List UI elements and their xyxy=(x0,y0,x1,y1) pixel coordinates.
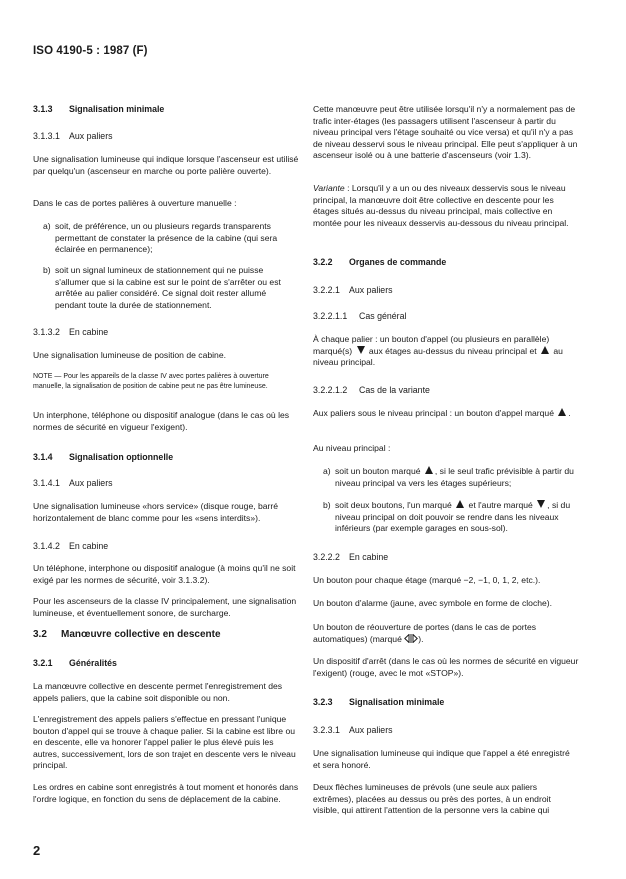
heading-3-2-2-1-2: 3.2.2.1.2 Cas de la variante xyxy=(313,385,430,395)
up-triangle-icon xyxy=(425,466,433,474)
paragraph: Une signalisation lumineuse qui indique lorsque l'ascenseur est utilisé par quelqu'un (ascenseur en marche ou porte palière ouverte). xyxy=(33,154,299,176)
heading-3-2-2-2: 3.2.2.2 En cabine xyxy=(313,552,389,562)
heading-3-1-3: 3.1.3 Signalisation minimale xyxy=(33,104,165,114)
heading-3-2-2-1: 3.2.2.1 Aux paliers xyxy=(313,285,393,295)
paragraph: Un téléphone, interphone ou dispositif analogue (à moins qu'il ne soit exigé par les normes de sécurité, voir 3.1.3.2). xyxy=(33,563,296,585)
heading-3-1-4-2: 3.1.4.2 En cabine xyxy=(33,541,109,551)
paragraph-variante: Variante : Lorsqu'il y a un ou des niveaux desservis sous le niveau principal, la manœuvre doit être collective en descente pour les étages situés au-dessus du niveau principal, mais collective en montée pour les niveaux desservis au-dessous du niveau principal. xyxy=(313,183,569,228)
door-reopen-icon xyxy=(404,634,418,643)
heading-3-2-3: 3.2.3 Signalisation minimale xyxy=(313,697,445,707)
heading-3-2: 3.2 Manœuvre collective en descente xyxy=(33,629,221,640)
list-item: b) soit un signal lumineux de stationnement qui ne puisse s'allumer que si la cabine est sur le point de s'arrêter ou est arrêtée au palier considéré. Ce signal doit rester allumé pendant toute la durée de stationnement. xyxy=(43,265,281,310)
up-triangle-icon xyxy=(456,500,464,508)
paragraph: Cette manœuvre peut être utilisée lorsqu'il n'y a normalement pas de trafic inter-étages (les passagers utilisent l'ascenseur à partir du niveau principal vers l'étage souhaité ou vice versa) et qu'il n'y a pas de niveau desservi sous le niveau principal. Elle peut s'appliquer à un ascenseur isolé ou à une batterie d'ascenseurs (voir 1.3). xyxy=(313,104,578,161)
paragraph: Une signalisation lumineuse «hors service» (disque rouge, barré horizontalement de blanc comme pour les «sens interdits»). xyxy=(33,501,279,523)
heading-3-1-3-2: 3.1.3.2 En cabine xyxy=(33,327,109,337)
paragraph: Un bouton d'alarme (jaune, avec symbole en forme de cloche). xyxy=(313,598,553,608)
heading-3-2-2: 3.2.2 Organes de commande xyxy=(313,257,447,267)
paragraph: Une signalisation lumineuse qui indique que l'appel a été enregistré et sera honoré. xyxy=(313,748,570,770)
list-item: b) soit deux boutons, l'un marqué et l'autre marqué , si du niveau principal on doit pouvoir se rendre dans les niveaux inférieurs (par exemple garages en sous-sol). xyxy=(323,500,571,534)
note: NOTE — Pour les appareils de la classe IV avec portes palières à ouverture manuelle, la signalisation de position de cabine peut ne pas être lumineuse. xyxy=(33,373,269,390)
paragraph: Un bouton pour chaque étage (marqué −2, −1, 0, 1, 2, etc.). xyxy=(313,575,541,585)
page-number: 2 xyxy=(33,843,41,858)
heading-3-1-4-1: 3.1.4.1 Aux paliers xyxy=(33,478,113,488)
heading-3-1-4: 3.1.4 Signalisation optionnelle xyxy=(33,452,174,462)
paragraph: L'enregistrement des appels paliers s'effectue en pressant l'unique bouton d'appel qui se trouve à chaque palier. Si la cabine est libre ou en descente, elle va honorer l'appel palier le plus élevé puis les autres, successivement, lors de son trajet en descente vers le niveau principal. xyxy=(33,714,296,771)
down-triangle-icon xyxy=(357,346,365,354)
paragraph: Deux flèches lumineuses de prévols (une seule aux paliers extrêmes), placées au dessus ou près des portes, à un endroit visible, qui attirent l'attention de la personne vers la cabine qui xyxy=(313,782,551,816)
up-triangle-icon xyxy=(558,408,566,416)
list-item: a) soit un bouton marqué , si le seul trafic prévisible à partir du niveau principal va vers les étages supérieurs; xyxy=(323,466,574,488)
up-triangle-icon xyxy=(541,346,549,354)
paragraph: À chaque palier : un bouton d'appel (ou plusieurs en parallèle) marqué(s) aux étages au-dessus du niveau principal et au niveau principal. xyxy=(313,334,563,368)
paragraph: La manœuvre collective en descente permet l'enregistrement des appels paliers, que la cabine soit disponible ou non. xyxy=(33,681,283,703)
list-item: a) soit, de préférence, un ou plusieurs regards transparents permettant de constater la présence de la cabine (qui sera éclairée en permanence); xyxy=(43,221,278,255)
paragraph: Au niveau principal : xyxy=(313,443,391,453)
heading-3-1-3-1: 3.1.3.1 Aux paliers xyxy=(33,131,113,141)
paragraph: Pour les ascenseurs de la classe IV principalement, une signalisation lumineuse, et éventuellement sonore, de surcharge. xyxy=(33,596,297,618)
heading-3-2-3-1: 3.2.3.1 Aux paliers xyxy=(313,725,393,735)
paragraph: Un bouton de réouverture de portes (dans le cas de portes automatiques) (marqué ). xyxy=(313,622,537,644)
paragraph: Aux paliers sous le niveau principal : un bouton d'appel marqué . xyxy=(313,408,571,418)
document-header: ISO 4190-5 : 1987 (F) xyxy=(33,45,148,57)
paragraph: Un dispositif d'arrêt (dans le cas où les normes de sécurité en vigueur l'exigent) (rouge, avec le mot «STOP»). xyxy=(313,656,579,678)
paragraph: Une signalisation lumineuse de position de cabine. xyxy=(33,350,227,360)
down-triangle-icon xyxy=(537,500,545,508)
heading-3-2-2-1-1: 3.2.2.1.1 Cas général xyxy=(313,311,407,321)
paragraph: Les ordres en cabine sont enregistrés à tout moment et honorés dans l'ordre logique, en fonction du sens de déplacement de la cabine. xyxy=(33,782,299,804)
heading-3-2-1: 3.2.1 Généralités xyxy=(33,658,117,668)
paragraph: Dans le cas de portes palières à ouverture manuelle : xyxy=(33,198,237,208)
paragraph: Un interphone, téléphone ou dispositif analogue (dans le cas où les normes de sécurité en vigueur l'exigent). xyxy=(33,410,290,432)
